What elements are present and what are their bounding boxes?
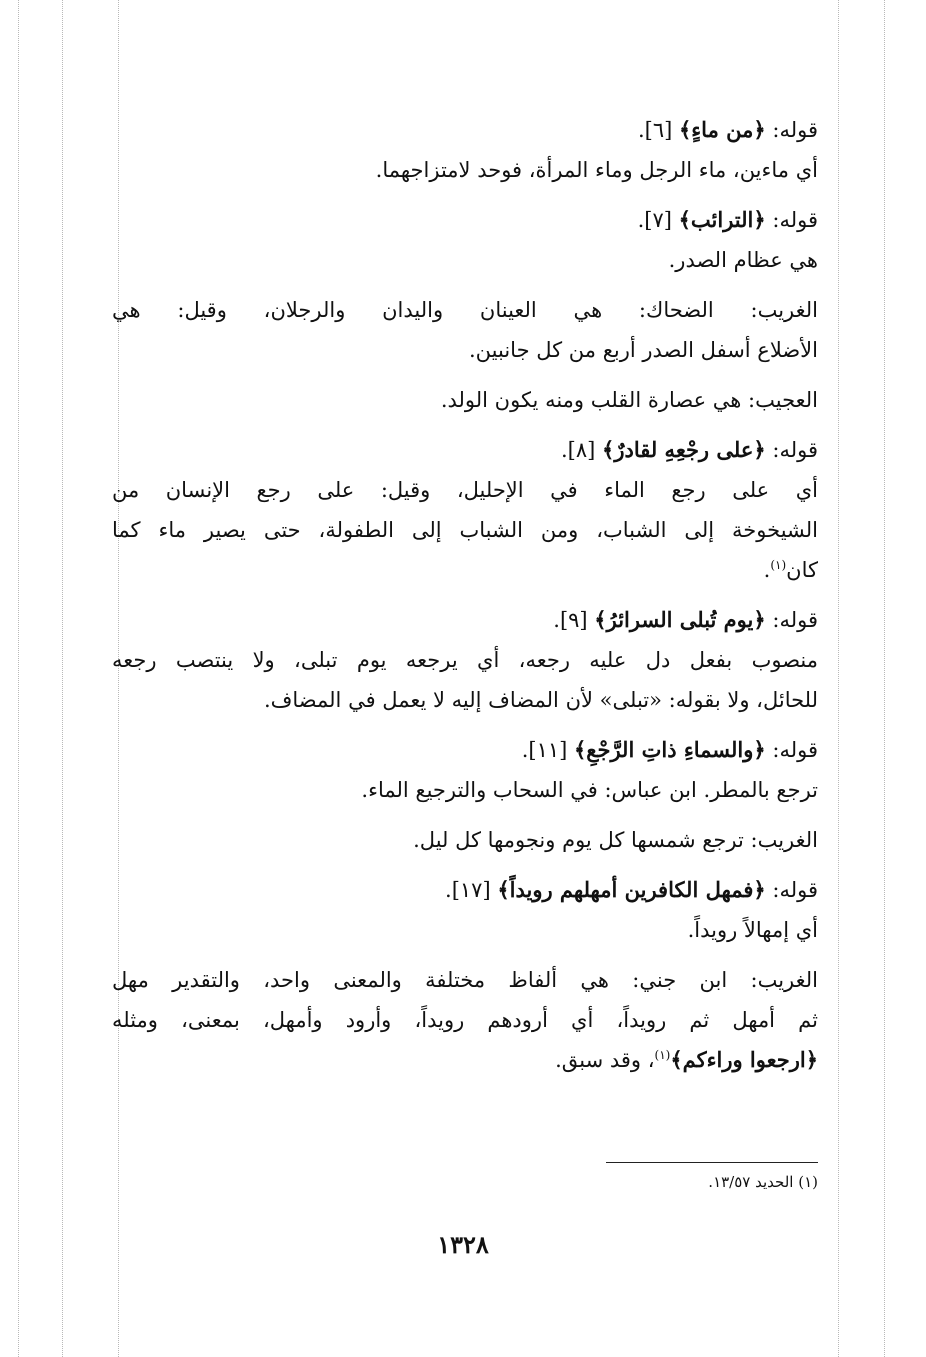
footnote: (١) الحديد ١٣/٥٧. bbox=[708, 1173, 818, 1191]
text-line: للحائل، ولا بقوله: «تبلى» لأن المضاف إليه لا يعمل في المضاف. bbox=[263, 688, 818, 712]
gharib-note bbox=[112, 960, 818, 1080]
text-line: العجيب: هي عصارة القلب ومنه يكون الولد. bbox=[440, 388, 818, 412]
quran-quote: ﴿والسماءِ ذاتِ الرَّجْعِ﴾ bbox=[574, 737, 766, 762]
verse-heading: قوله: ﴿فمهل الكافرين أمهلهم رويداً﴾ [١٧]. bbox=[445, 877, 818, 902]
text-line: الغريب: ابن جني: هي ألفاظ مختلفة والمعنى واحد، والتقدير مهل bbox=[112, 968, 818, 992]
quran-quote: ﴿من ماءٍ﴾ bbox=[679, 117, 766, 142]
footnote-marker: (١) bbox=[770, 558, 787, 572]
quran-quote: ﴿على رجْعِهِ لقادرٌ﴾ bbox=[602, 437, 766, 462]
text-line: ترجع بالمطر. ابن عباس: في السحاب والترجيع الماء. bbox=[361, 778, 818, 802]
text-line: أي إمهالاً رويداً. bbox=[687, 918, 818, 942]
text-line: الغريب: ترجع شمسها كل يوم ونجومها كل ليل. bbox=[413, 828, 818, 852]
entry-taraib bbox=[112, 200, 818, 280]
text-line: منصوب بفعل دل عليه رجعه، أي يرجعه يوم تبلى، ولا ينتصب رجعه bbox=[112, 648, 818, 672]
footnote-marker: (١) bbox=[654, 1048, 671, 1062]
text-line: ثم أمهل ثم رويداً، أي أرودهم رويداً، وأرود وأمهل، بمعنى، ومثله bbox=[112, 1008, 818, 1032]
gharib-note bbox=[112, 290, 818, 370]
scan-guide-line bbox=[884, 0, 885, 1357]
entry-mahhil bbox=[112, 870, 818, 950]
scan-guide-line bbox=[838, 0, 839, 1357]
verse-heading: قوله: ﴿من ماءٍ﴾ [٦]. bbox=[637, 117, 818, 142]
quran-quote: ﴿يوم تُبلى السرائرُ﴾ bbox=[594, 607, 766, 632]
text-line: الأضلاع أسفل الصدر أربع من كل جانبين. bbox=[468, 338, 818, 362]
text-line: أي ماءين، ماء الرجل وماء المرأة، فوحد لامتزاجهما. bbox=[375, 158, 818, 182]
scan-guide-line bbox=[18, 0, 19, 1357]
verse-heading: قوله: ﴿يوم تُبلى السرائرُ﴾ [٩]. bbox=[553, 607, 818, 632]
text-line: هي عظام الصدر. bbox=[668, 248, 818, 272]
scan-guide-line bbox=[62, 0, 63, 1357]
text-line: ﴿ارجعوا وراءكم﴾$^{(١)}$، وقد سبق. bbox=[555, 1047, 818, 1072]
quran-quote: ﴿فمهل الكافرين أمهلهم رويداً﴾ bbox=[497, 877, 766, 902]
text-line: الغريب: الضحاك: هي العينان واليدان والرجلان، وقيل: هي bbox=[112, 298, 818, 322]
verse-heading: قوله: ﴿على رجْعِهِ لقادرٌ﴾ [٨]. bbox=[561, 437, 818, 462]
text-line: كان$^{(١)}$. bbox=[763, 558, 818, 582]
entry-sama bbox=[112, 730, 818, 810]
entry-sarair bbox=[112, 600, 818, 720]
page-number: ١٣٢٨ bbox=[437, 1230, 489, 1259]
verse-heading: قوله: ﴿والسماءِ ذاتِ الرَّجْعِ﴾ [١١]. bbox=[521, 737, 818, 762]
entry-min-maa bbox=[112, 110, 818, 190]
entry-raj bbox=[112, 430, 818, 590]
verse-heading: قوله: ﴿الترائب﴾ [٧]. bbox=[637, 207, 818, 232]
text-line: الشيخوخة إلى الشباب، ومن الشباب إلى الطفولة، حتى يصير ماء كما bbox=[112, 518, 818, 542]
footnote-separator bbox=[606, 1162, 818, 1163]
text-line: أي على رجع الماء في الإحليل، وقيل: على رجع الإنسان من bbox=[112, 478, 818, 502]
page-text bbox=[112, 110, 818, 1090]
quran-quote: ﴿الترائب﴾ bbox=[678, 207, 766, 232]
ajib-note bbox=[112, 380, 818, 420]
quran-quote: ﴿ارجعوا وراءكم﴾ bbox=[670, 1047, 818, 1072]
gharib-note bbox=[112, 820, 818, 860]
